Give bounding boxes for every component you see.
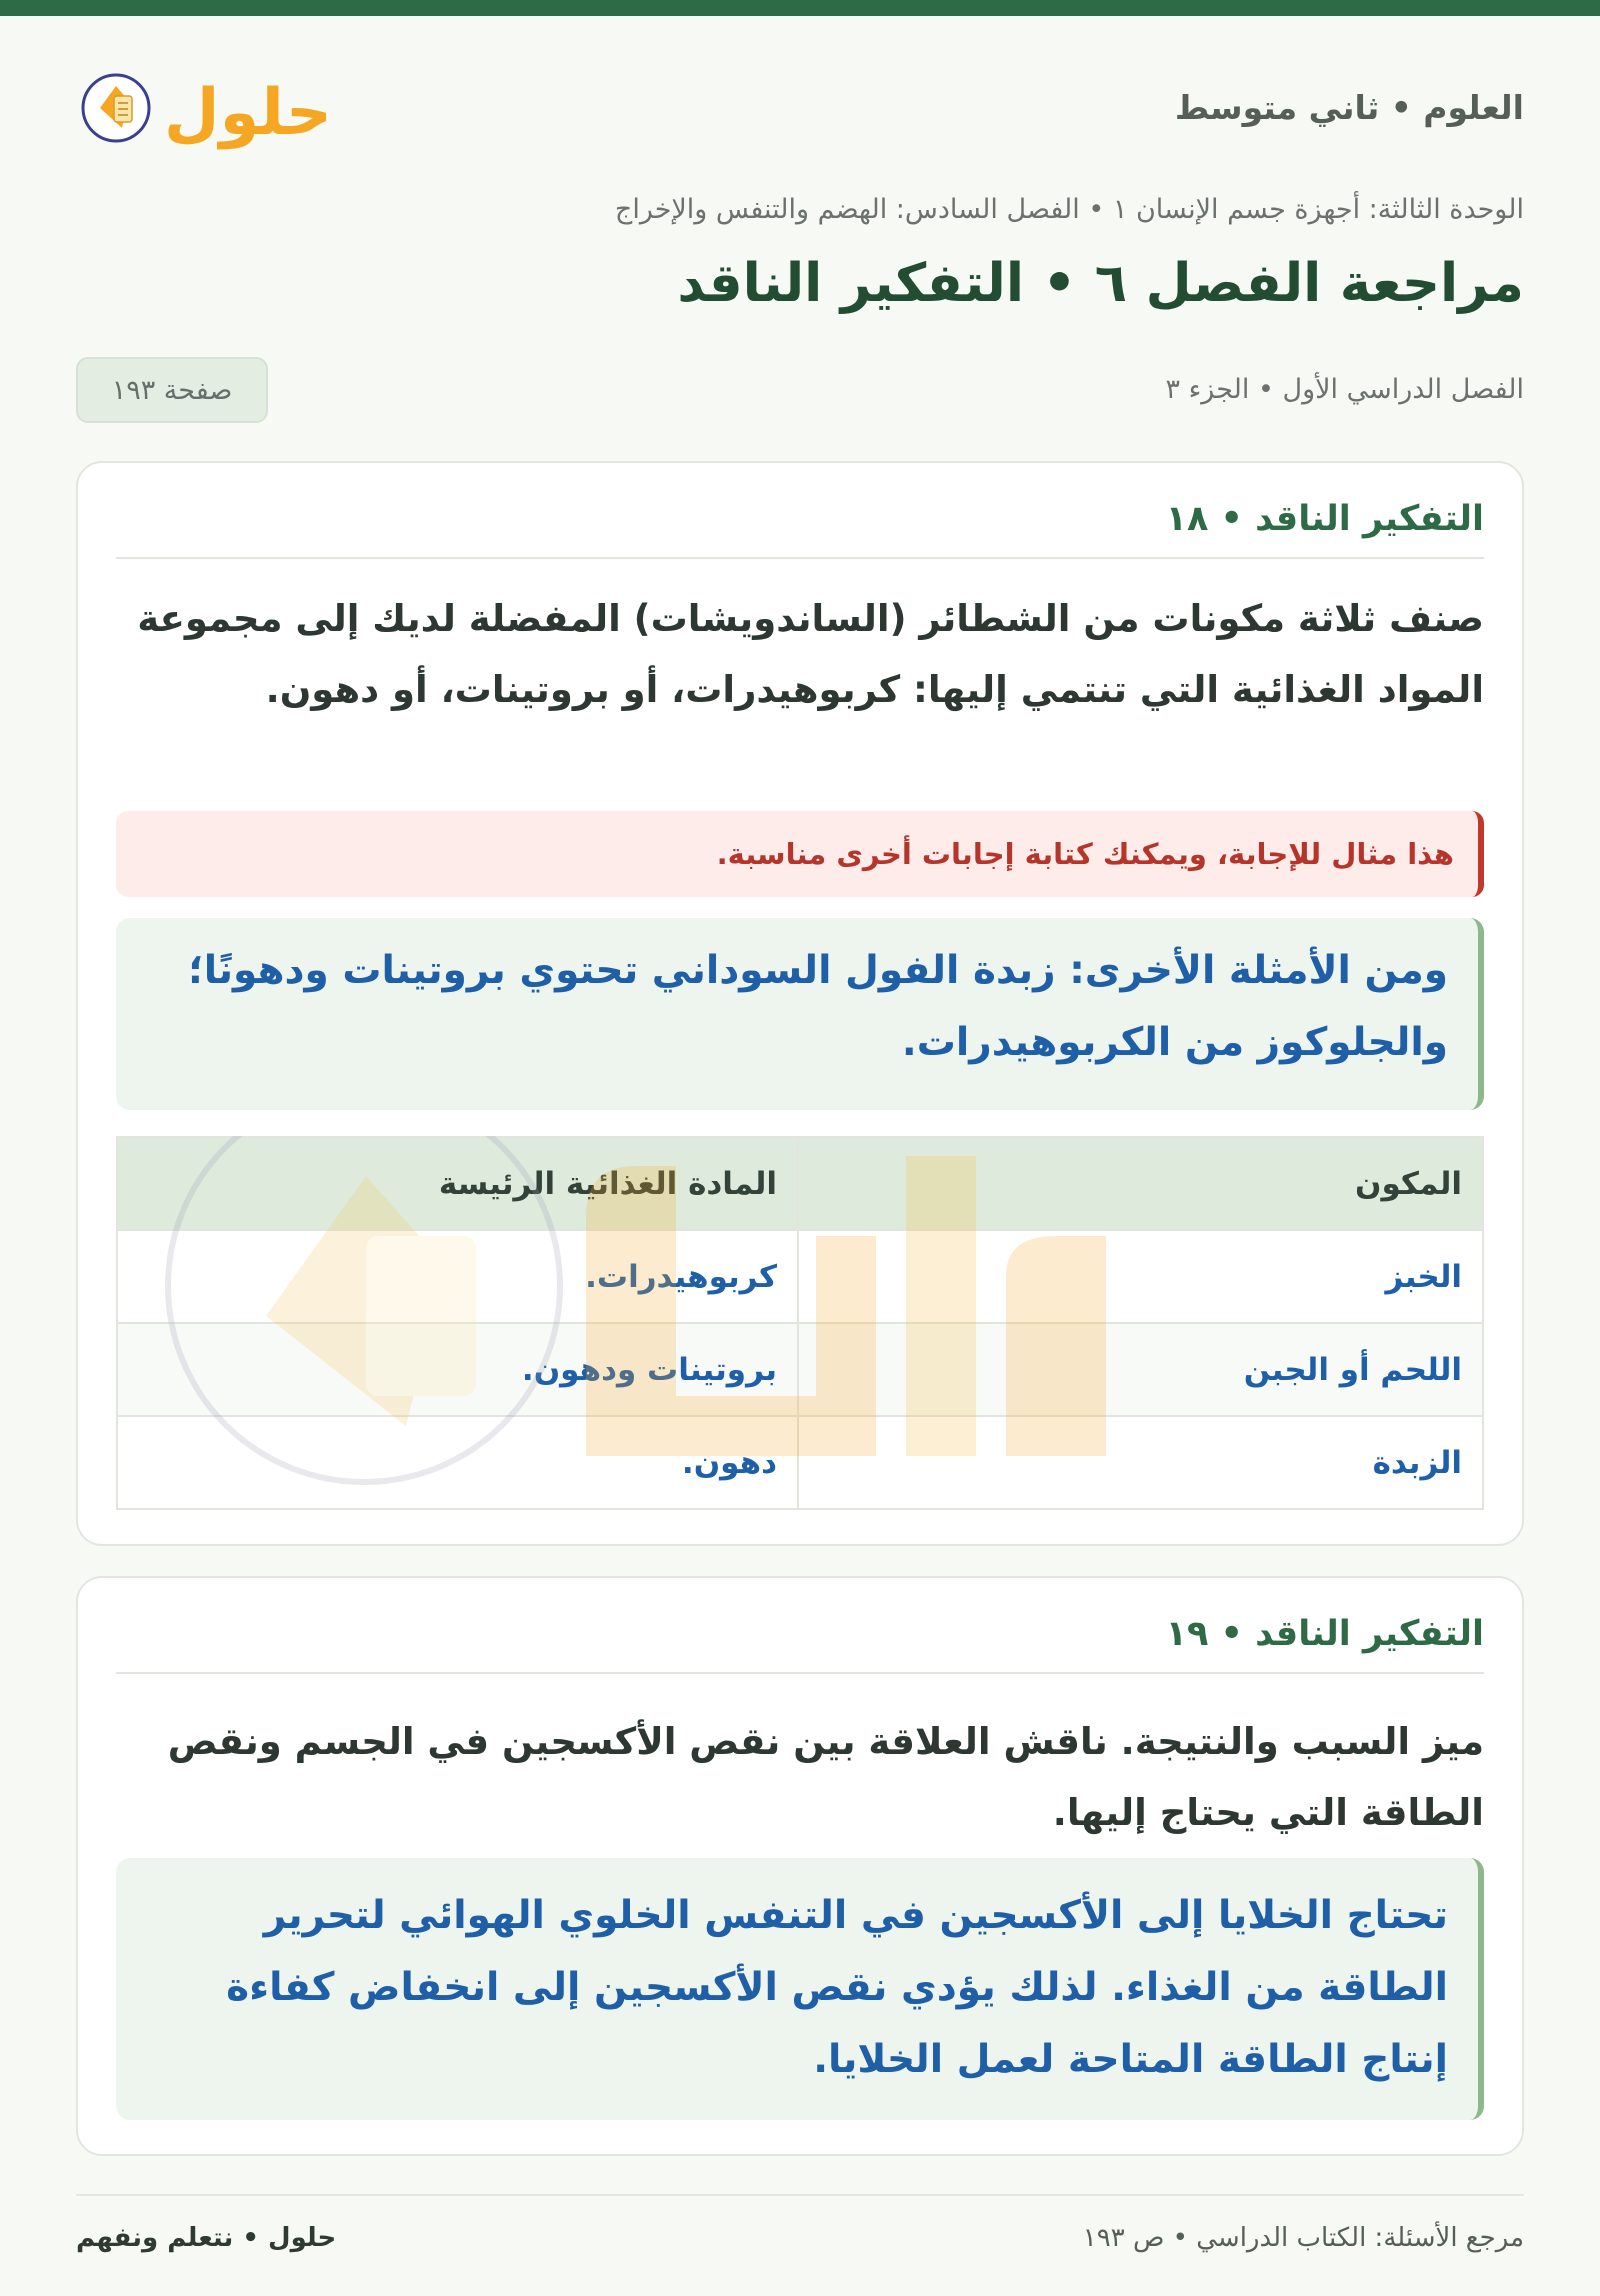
table-cell: الزبدة: [798, 1416, 1483, 1509]
table-cell: بروتينات ودهون.: [117, 1323, 798, 1416]
answer-table-wrapper: [116, 1136, 1484, 1512]
footer-divider: [76, 2194, 1524, 2196]
table-row: [117, 1323, 1483, 1416]
question-title: التفكير الناقد • ١٩: [116, 1614, 1484, 1674]
question-text: ميز السبب والنتيجة. ناقش العلاقة بين نقص الأكسجين في الجسم ونقص الطاقة التي يحتاج إليها.: [167, 1720, 1484, 1834]
table-cell: دهون.: [117, 1416, 798, 1509]
footer-reference: مرجع الأسئلة: الكتاب الدراسي • ص ١٩٣: [1082, 2223, 1524, 2253]
table-row: [117, 1416, 1483, 1509]
table-cell: الخبز: [798, 1230, 1483, 1323]
answer-table: [116, 1136, 1484, 1510]
table-header-row: [117, 1137, 1483, 1230]
question-title: التفكير الناقد • ١٨: [116, 499, 1484, 559]
unit-breadcrumb: الوحدة الثالثة: أجهزة جسم الإنسان ١ • الفصل السادس: الهضم والتنفس والإخراج: [614, 194, 1524, 225]
question-card-19: [76, 1576, 1524, 2156]
footer-brand[interactable]: حلول • نتعلم ونفهم: [76, 2223, 337, 2253]
table-cell: كربوهيدرات.: [117, 1230, 798, 1323]
semester-label: الفصل الدراسي الأول • الجزء ٣: [1165, 374, 1524, 405]
column-header: المكون: [798, 1137, 1483, 1230]
question-text: صنف ثلاثة مكونات من الشطائر (الساندويشات) المفضلة لديك إلى مجموعة المواد الغذائية التي تنتمي إليها: كربوهيدرات، أو بروتينات، أو دهون.: [137, 597, 1484, 711]
column-header: المادة الغذائية الرئيسة: [117, 1137, 798, 1230]
top-accent-bar: [0, 0, 1600, 16]
hulul-logo[interactable]: [76, 56, 346, 160]
page-title: مراجعة الفصل ٦ • التفكير الناقد: [677, 253, 1524, 314]
svg-text:حلول: حلول: [164, 76, 332, 150]
example-note: هذا مثال للإجابة، ويمكنك كتابة إجابات أخرى مناسبة.: [116, 811, 1484, 897]
table-row: [117, 1230, 1483, 1323]
page-header: [76, 50, 1524, 165]
question-card-18: [76, 461, 1524, 1546]
subject-label: العلوم • ثاني متوسط: [1174, 88, 1524, 127]
answer-box: تحتاج الخلايا إلى الأكسجين في التنفس الخلوي الهوائي لتحرير الطاقة من الغذاء. لذلك يؤدي نقص الأكسجين إلى انخفاض كفاءة إنتاج الطاقة المتاحة لعمل الخلايا.: [116, 1858, 1484, 2120]
page-number-badge: صفحة ١٩٣: [76, 357, 268, 423]
answer-box: ومن الأمثلة الأخرى: زبدة الفول السوداني تحتوي بروتينات ودهونًا؛ والجلوكوز من الكربوهيدرات.: [116, 918, 1484, 1110]
table-cell: اللحم أو الجبن: [798, 1323, 1483, 1416]
